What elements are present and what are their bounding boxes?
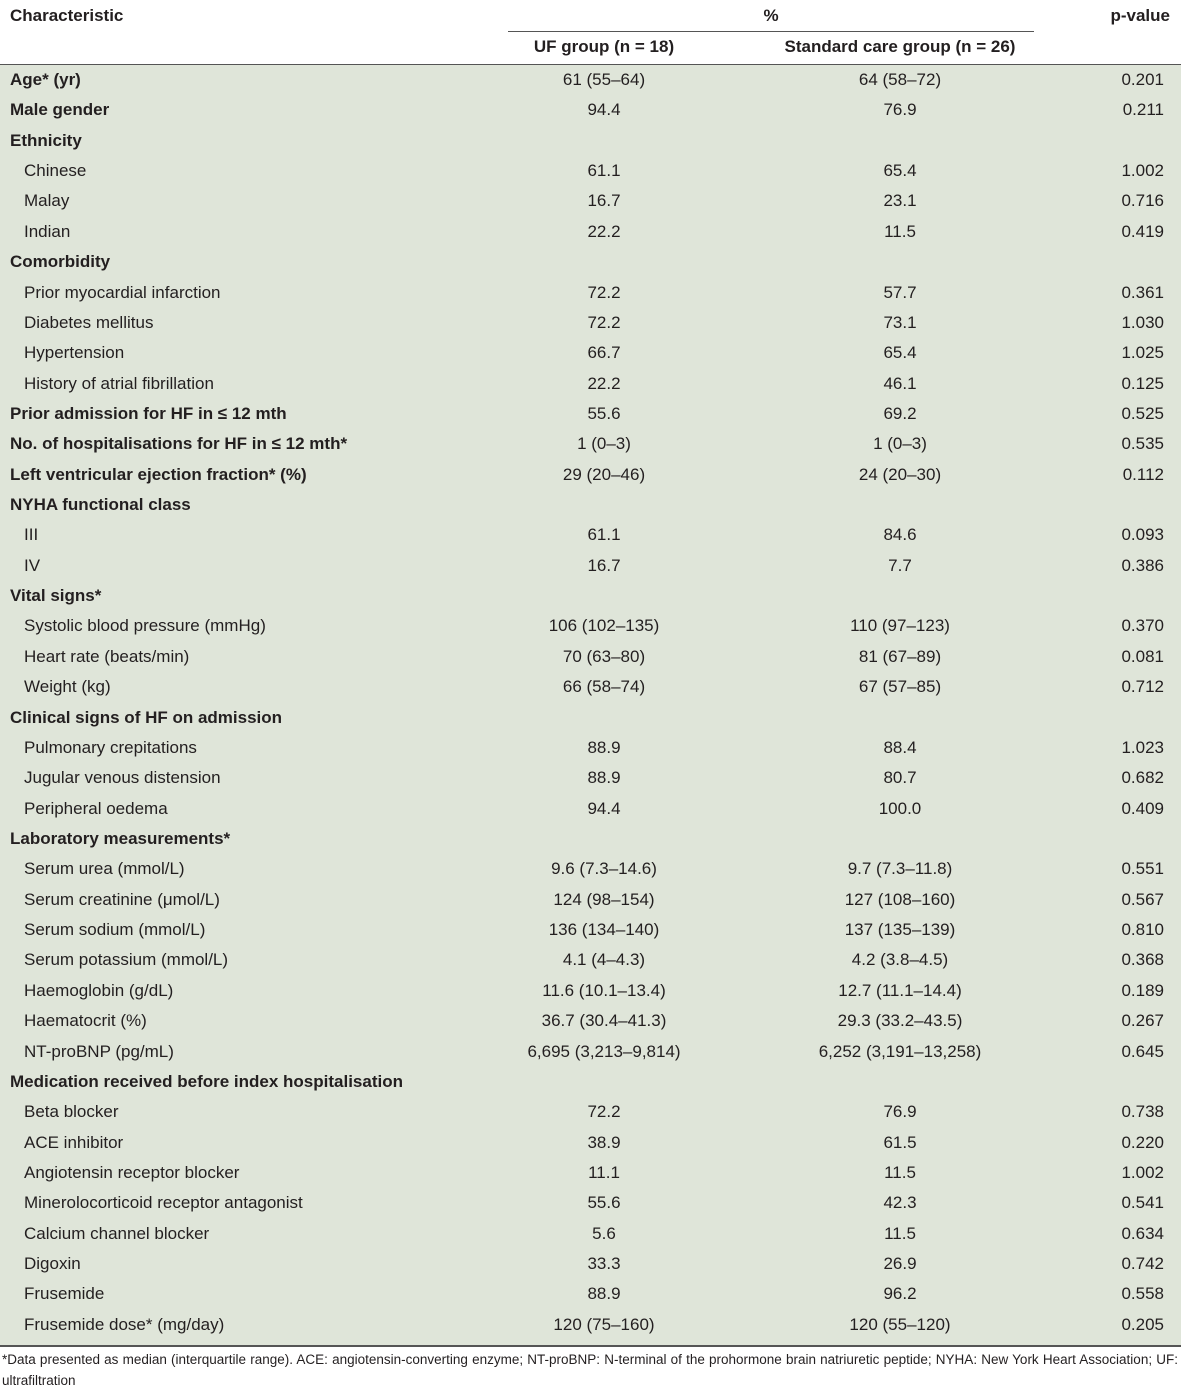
row-p-value: 0.386 bbox=[1121, 555, 1164, 575]
row-uf-value: 70 (63–80) bbox=[562, 646, 646, 666]
row-uf-value: 22.2 bbox=[587, 373, 621, 393]
row-characteristic: III bbox=[24, 525, 39, 545]
row-uf-value: 124 (98–154) bbox=[553, 889, 655, 909]
row-p-value: 0.567 bbox=[1121, 889, 1164, 909]
row-characteristic: Laboratory measurements* bbox=[10, 828, 231, 848]
row-uf-value: 55.6 bbox=[587, 403, 621, 423]
table-row bbox=[0, 1250, 1181, 1280]
table-row bbox=[0, 1007, 1181, 1037]
row-uf-value: 36.7 (30.4–41.3) bbox=[541, 1011, 667, 1031]
table-row bbox=[0, 430, 1181, 460]
row-characteristic: Jugular venous distension bbox=[24, 768, 221, 788]
row-standard-care-value: 80.7 bbox=[883, 768, 917, 788]
row-uf-value: 61.1 bbox=[587, 525, 621, 545]
table-row bbox=[0, 734, 1181, 764]
row-uf-value: 120 (75–160) bbox=[553, 1314, 655, 1334]
row-characteristic: NT-proBNP (pg/mL) bbox=[24, 1041, 174, 1061]
row-characteristic: No. of hospitalisations for HF in ≤ 12 mth* bbox=[10, 434, 348, 454]
header-uf-group: UF group (n = 18) bbox=[533, 37, 675, 56]
row-p-value: 0.093 bbox=[1121, 525, 1164, 545]
table-row bbox=[0, 187, 1181, 217]
row-standard-care-value: 9.7 (7.3–11.8) bbox=[847, 859, 953, 879]
row-p-value: 0.081 bbox=[1121, 646, 1164, 666]
row-characteristic: Calcium channel blocker bbox=[24, 1223, 210, 1243]
table-row bbox=[0, 1311, 1181, 1341]
row-uf-value: 29 (20–46) bbox=[562, 464, 646, 484]
row-uf-value: 1 (0–3) bbox=[577, 434, 631, 454]
row-characteristic: Peripheral oedema bbox=[24, 798, 168, 818]
table-row bbox=[0, 1159, 1181, 1189]
table-body bbox=[0, 65, 1181, 1347]
row-p-value: 0.634 bbox=[1121, 1223, 1164, 1243]
table-row bbox=[0, 855, 1181, 885]
table-row bbox=[0, 1129, 1181, 1159]
row-characteristic: Serum sodium (mmol/L) bbox=[24, 920, 206, 940]
row-characteristic: Digoxin bbox=[24, 1254, 81, 1274]
row-p-value: 1.025 bbox=[1121, 343, 1164, 363]
header-percent: % bbox=[763, 6, 779, 25]
row-characteristic: Serum creatinine (μmol/L) bbox=[24, 889, 220, 909]
table-row bbox=[0, 643, 1181, 673]
table-row bbox=[0, 491, 1181, 521]
row-standard-care-value: 96.2 bbox=[883, 1284, 917, 1304]
row-uf-value: 66.7 bbox=[587, 343, 621, 363]
row-characteristic: Pulmonary crepitations bbox=[24, 737, 197, 757]
row-uf-value: 38.9 bbox=[587, 1132, 621, 1152]
row-standard-care-value: 81 (67–89) bbox=[858, 646, 942, 666]
row-p-value: 0.682 bbox=[1121, 768, 1164, 788]
row-standard-care-value: 88.4 bbox=[883, 737, 917, 757]
row-standard-care-value: 76.9 bbox=[883, 1102, 917, 1122]
row-uf-value: 94.4 bbox=[587, 798, 621, 818]
row-characteristic: Diabetes mellitus bbox=[24, 312, 154, 332]
table-row bbox=[0, 461, 1181, 491]
row-uf-value: 94.4 bbox=[587, 100, 621, 120]
row-standard-care-value: 65.4 bbox=[883, 343, 917, 363]
row-p-value: 0.368 bbox=[1121, 950, 1164, 970]
row-p-value: 0.205 bbox=[1121, 1314, 1164, 1334]
row-p-value: 0.558 bbox=[1121, 1284, 1164, 1304]
row-uf-value: 33.3 bbox=[587, 1254, 621, 1274]
row-uf-value: 72.2 bbox=[587, 282, 621, 302]
row-p-value: 0.220 bbox=[1121, 1132, 1164, 1152]
row-uf-value: 88.9 bbox=[587, 1284, 621, 1304]
row-characteristic: Heart rate (beats/min) bbox=[24, 646, 190, 666]
table-row bbox=[0, 977, 1181, 1007]
row-uf-value: 88.9 bbox=[587, 737, 621, 757]
row-p-value: 0.645 bbox=[1121, 1041, 1164, 1061]
header-standard-care-group: Standard care group (n = 26) bbox=[784, 37, 1016, 56]
table-row bbox=[0, 1189, 1181, 1219]
row-p-value: 0.541 bbox=[1121, 1193, 1164, 1213]
row-p-value: 0.742 bbox=[1121, 1254, 1164, 1274]
table-header bbox=[0, 0, 1181, 65]
row-p-value: 0.211 bbox=[1122, 100, 1164, 120]
row-characteristic: Ethnicity bbox=[10, 130, 82, 150]
row-characteristic: Weight (kg) bbox=[24, 677, 111, 697]
table-row bbox=[0, 1098, 1181, 1128]
row-uf-value: 61 (55–64) bbox=[562, 70, 646, 89]
row-characteristic: IV bbox=[24, 555, 41, 575]
table-row bbox=[0, 1068, 1181, 1098]
row-characteristic: Male gender bbox=[10, 100, 110, 120]
table-row bbox=[0, 279, 1181, 309]
row-characteristic: Malay bbox=[24, 191, 70, 211]
row-characteristic: Beta blocker bbox=[24, 1102, 119, 1122]
table-row bbox=[0, 704, 1181, 734]
row-characteristic: Left ventricular ejection fraction* (%) bbox=[10, 464, 307, 484]
row-uf-value: 136 (134–140) bbox=[548, 920, 660, 940]
table-row bbox=[0, 157, 1181, 187]
row-standard-care-value: 61.5 bbox=[883, 1132, 917, 1152]
header-p-value: p-value bbox=[1110, 6, 1170, 25]
row-standard-care-value: 120 (55–120) bbox=[849, 1314, 951, 1334]
row-characteristic: Systolic blood pressure (mmHg) bbox=[24, 616, 266, 636]
row-uf-value: 16.7 bbox=[587, 191, 621, 211]
row-p-value: 0.361 bbox=[1121, 282, 1164, 302]
row-characteristic: Clinical signs of HF on admission bbox=[10, 707, 283, 727]
row-uf-value: 22.2 bbox=[587, 221, 621, 241]
row-standard-care-value: 67 (57–85) bbox=[858, 677, 942, 697]
table-row bbox=[0, 309, 1181, 339]
row-uf-value: 88.9 bbox=[587, 768, 621, 788]
row-standard-care-value: 1 (0–3) bbox=[873, 434, 927, 454]
row-standard-care-value: 76.9 bbox=[883, 100, 917, 120]
row-characteristic: Indian bbox=[24, 221, 71, 241]
row-uf-value: 72.2 bbox=[587, 312, 621, 332]
table-footnote: *Data presented as median (interquartile range). ACE: angiotensin-converting enzyme; NT-proBNP: N-terminal of the prohormone brain natriuretic peptide; NYHA: New York Heart Association; UF: ultrafiltration bbox=[2, 1352, 1178, 1388]
row-characteristic: Minerolocorticoid receptor antagonist bbox=[24, 1193, 303, 1213]
row-standard-care-value: 64 (58–72) bbox=[858, 70, 942, 89]
row-uf-value: 55.6 bbox=[587, 1193, 621, 1213]
row-standard-care-value: 65.4 bbox=[883, 161, 917, 181]
table-row bbox=[0, 916, 1181, 946]
row-uf-value: 4.1 (4–4.3) bbox=[562, 950, 646, 970]
row-uf-value: 11.1 bbox=[588, 1162, 620, 1182]
row-p-value: 0.712 bbox=[1121, 677, 1164, 697]
table-row bbox=[0, 612, 1181, 642]
row-standard-care-value: 42.3 bbox=[883, 1193, 917, 1213]
table-row bbox=[0, 521, 1181, 551]
row-standard-care-value: 100.0 bbox=[878, 798, 922, 818]
table-row bbox=[0, 400, 1181, 430]
row-p-value: 0.419 bbox=[1121, 221, 1164, 241]
row-standard-care-value: 6,252 (3,191–13,258) bbox=[818, 1041, 982, 1061]
row-p-value: 0.716 bbox=[1121, 191, 1164, 211]
row-p-value: 1.023 bbox=[1121, 737, 1164, 757]
row-standard-care-value: 11.5 bbox=[884, 1223, 916, 1243]
table-row bbox=[0, 825, 1181, 855]
row-p-value: 0.112 bbox=[1122, 464, 1164, 484]
row-standard-care-value: 69.2 bbox=[883, 403, 917, 423]
row-uf-value: 5.6 bbox=[592, 1223, 616, 1243]
row-p-value: 0.525 bbox=[1121, 403, 1164, 423]
table-row bbox=[0, 248, 1181, 278]
table-row bbox=[0, 1280, 1181, 1310]
row-characteristic: Haematocrit (%) bbox=[24, 1011, 147, 1031]
row-p-value: 0.189 bbox=[1121, 980, 1164, 1000]
row-standard-care-value: 11.5 bbox=[884, 221, 916, 241]
row-standard-care-value: 4.2 (3.8–4.5) bbox=[851, 950, 949, 970]
row-standard-care-value: 57.7 bbox=[883, 282, 917, 302]
table-row bbox=[0, 886, 1181, 916]
row-characteristic: Prior admission for HF in ≤ 12 mth bbox=[10, 403, 287, 423]
row-standard-care-value: 110 (97–123) bbox=[850, 616, 950, 636]
row-p-value: 1.030 bbox=[1121, 312, 1164, 332]
row-p-value: 0.125 bbox=[1121, 373, 1164, 393]
row-p-value: 0.551 bbox=[1121, 859, 1164, 879]
row-characteristic: Comorbidity bbox=[10, 252, 111, 272]
table-row bbox=[0, 552, 1181, 582]
row-p-value: 0.201 bbox=[1121, 70, 1164, 89]
row-standard-care-value: 29.3 (33.2–43.5) bbox=[837, 1011, 963, 1031]
header-characteristic: Characteristic bbox=[10, 6, 124, 25]
table-row bbox=[0, 66, 1181, 96]
table-row bbox=[0, 370, 1181, 400]
row-uf-value: 66 (58–74) bbox=[562, 677, 646, 697]
row-standard-care-value: 127 (108–160) bbox=[844, 889, 956, 909]
table-row bbox=[0, 673, 1181, 703]
row-standard-care-value: 46.1 bbox=[883, 373, 917, 393]
row-characteristic: History of atrial fibrillation bbox=[24, 373, 214, 393]
row-characteristic: Vital signs* bbox=[10, 586, 102, 606]
table-row bbox=[0, 764, 1181, 794]
row-p-value: 0.738 bbox=[1121, 1102, 1164, 1122]
table-row bbox=[0, 795, 1181, 825]
row-standard-care-value: 84.6 bbox=[883, 525, 917, 545]
row-uf-value: 72.2 bbox=[587, 1102, 621, 1122]
row-characteristic: Age* (yr) bbox=[10, 70, 81, 89]
table-row bbox=[0, 1220, 1181, 1250]
row-standard-care-value: 73.1 bbox=[883, 312, 917, 332]
row-characteristic: Frusemide dose* (mg/day) bbox=[24, 1314, 225, 1334]
table-row bbox=[0, 1038, 1181, 1068]
row-characteristic: Hypertension bbox=[24, 343, 125, 363]
row-uf-value: 16.7 bbox=[587, 555, 621, 575]
row-standard-care-value: 137 (135–139) bbox=[844, 920, 956, 940]
row-uf-value: 106 (102–135) bbox=[548, 616, 660, 636]
row-characteristic: Haemoglobin (g/dL) bbox=[24, 980, 174, 1000]
row-uf-value: 11.6 (10.1–13.4) bbox=[542, 980, 666, 1000]
row-standard-care-value: 7.7 bbox=[888, 555, 912, 575]
row-characteristic: Serum urea (mmol/L) bbox=[24, 859, 185, 879]
table-row bbox=[0, 218, 1181, 248]
row-characteristic: Medication received before index hospitalisation bbox=[10, 1071, 403, 1091]
row-p-value: 0.267 bbox=[1121, 1011, 1164, 1031]
row-standard-care-value: 24 (20–30) bbox=[858, 464, 942, 484]
row-characteristic: NYHA functional class bbox=[10, 495, 191, 515]
row-uf-value: 61.1 bbox=[587, 161, 621, 181]
table-row bbox=[0, 339, 1181, 369]
row-characteristic: ACE inhibitor bbox=[24, 1132, 124, 1152]
row-characteristic: Serum potassium (mmol/L) bbox=[24, 950, 229, 970]
row-standard-care-value: 11.5 bbox=[884, 1162, 916, 1182]
table-row bbox=[0, 127, 1181, 157]
row-characteristic: Frusemide bbox=[24, 1284, 105, 1304]
table-row bbox=[0, 582, 1181, 612]
row-characteristic: Chinese bbox=[24, 161, 87, 181]
row-p-value: 0.810 bbox=[1121, 920, 1164, 940]
row-characteristic: Prior myocardial infarction bbox=[24, 282, 221, 302]
row-p-value: 0.409 bbox=[1121, 798, 1164, 818]
row-uf-value: 9.6 (7.3–14.6) bbox=[551, 859, 657, 879]
table-row bbox=[0, 96, 1181, 126]
row-standard-care-value: 26.9 bbox=[883, 1254, 917, 1274]
row-characteristic: Angiotensin receptor blocker bbox=[24, 1162, 240, 1182]
table-row bbox=[0, 946, 1181, 976]
row-standard-care-value: 23.1 bbox=[883, 191, 917, 211]
row-p-value: 0.370 bbox=[1121, 616, 1164, 636]
row-uf-value: 6,695 (3,213–9,814) bbox=[527, 1041, 681, 1061]
row-p-value: 1.002 bbox=[1121, 1162, 1164, 1182]
row-standard-care-value: 12.7 (11.1–14.4) bbox=[838, 980, 962, 1000]
row-p-value: 0.535 bbox=[1121, 434, 1164, 454]
row-p-value: 1.002 bbox=[1121, 161, 1164, 181]
header-divider bbox=[508, 31, 1034, 32]
